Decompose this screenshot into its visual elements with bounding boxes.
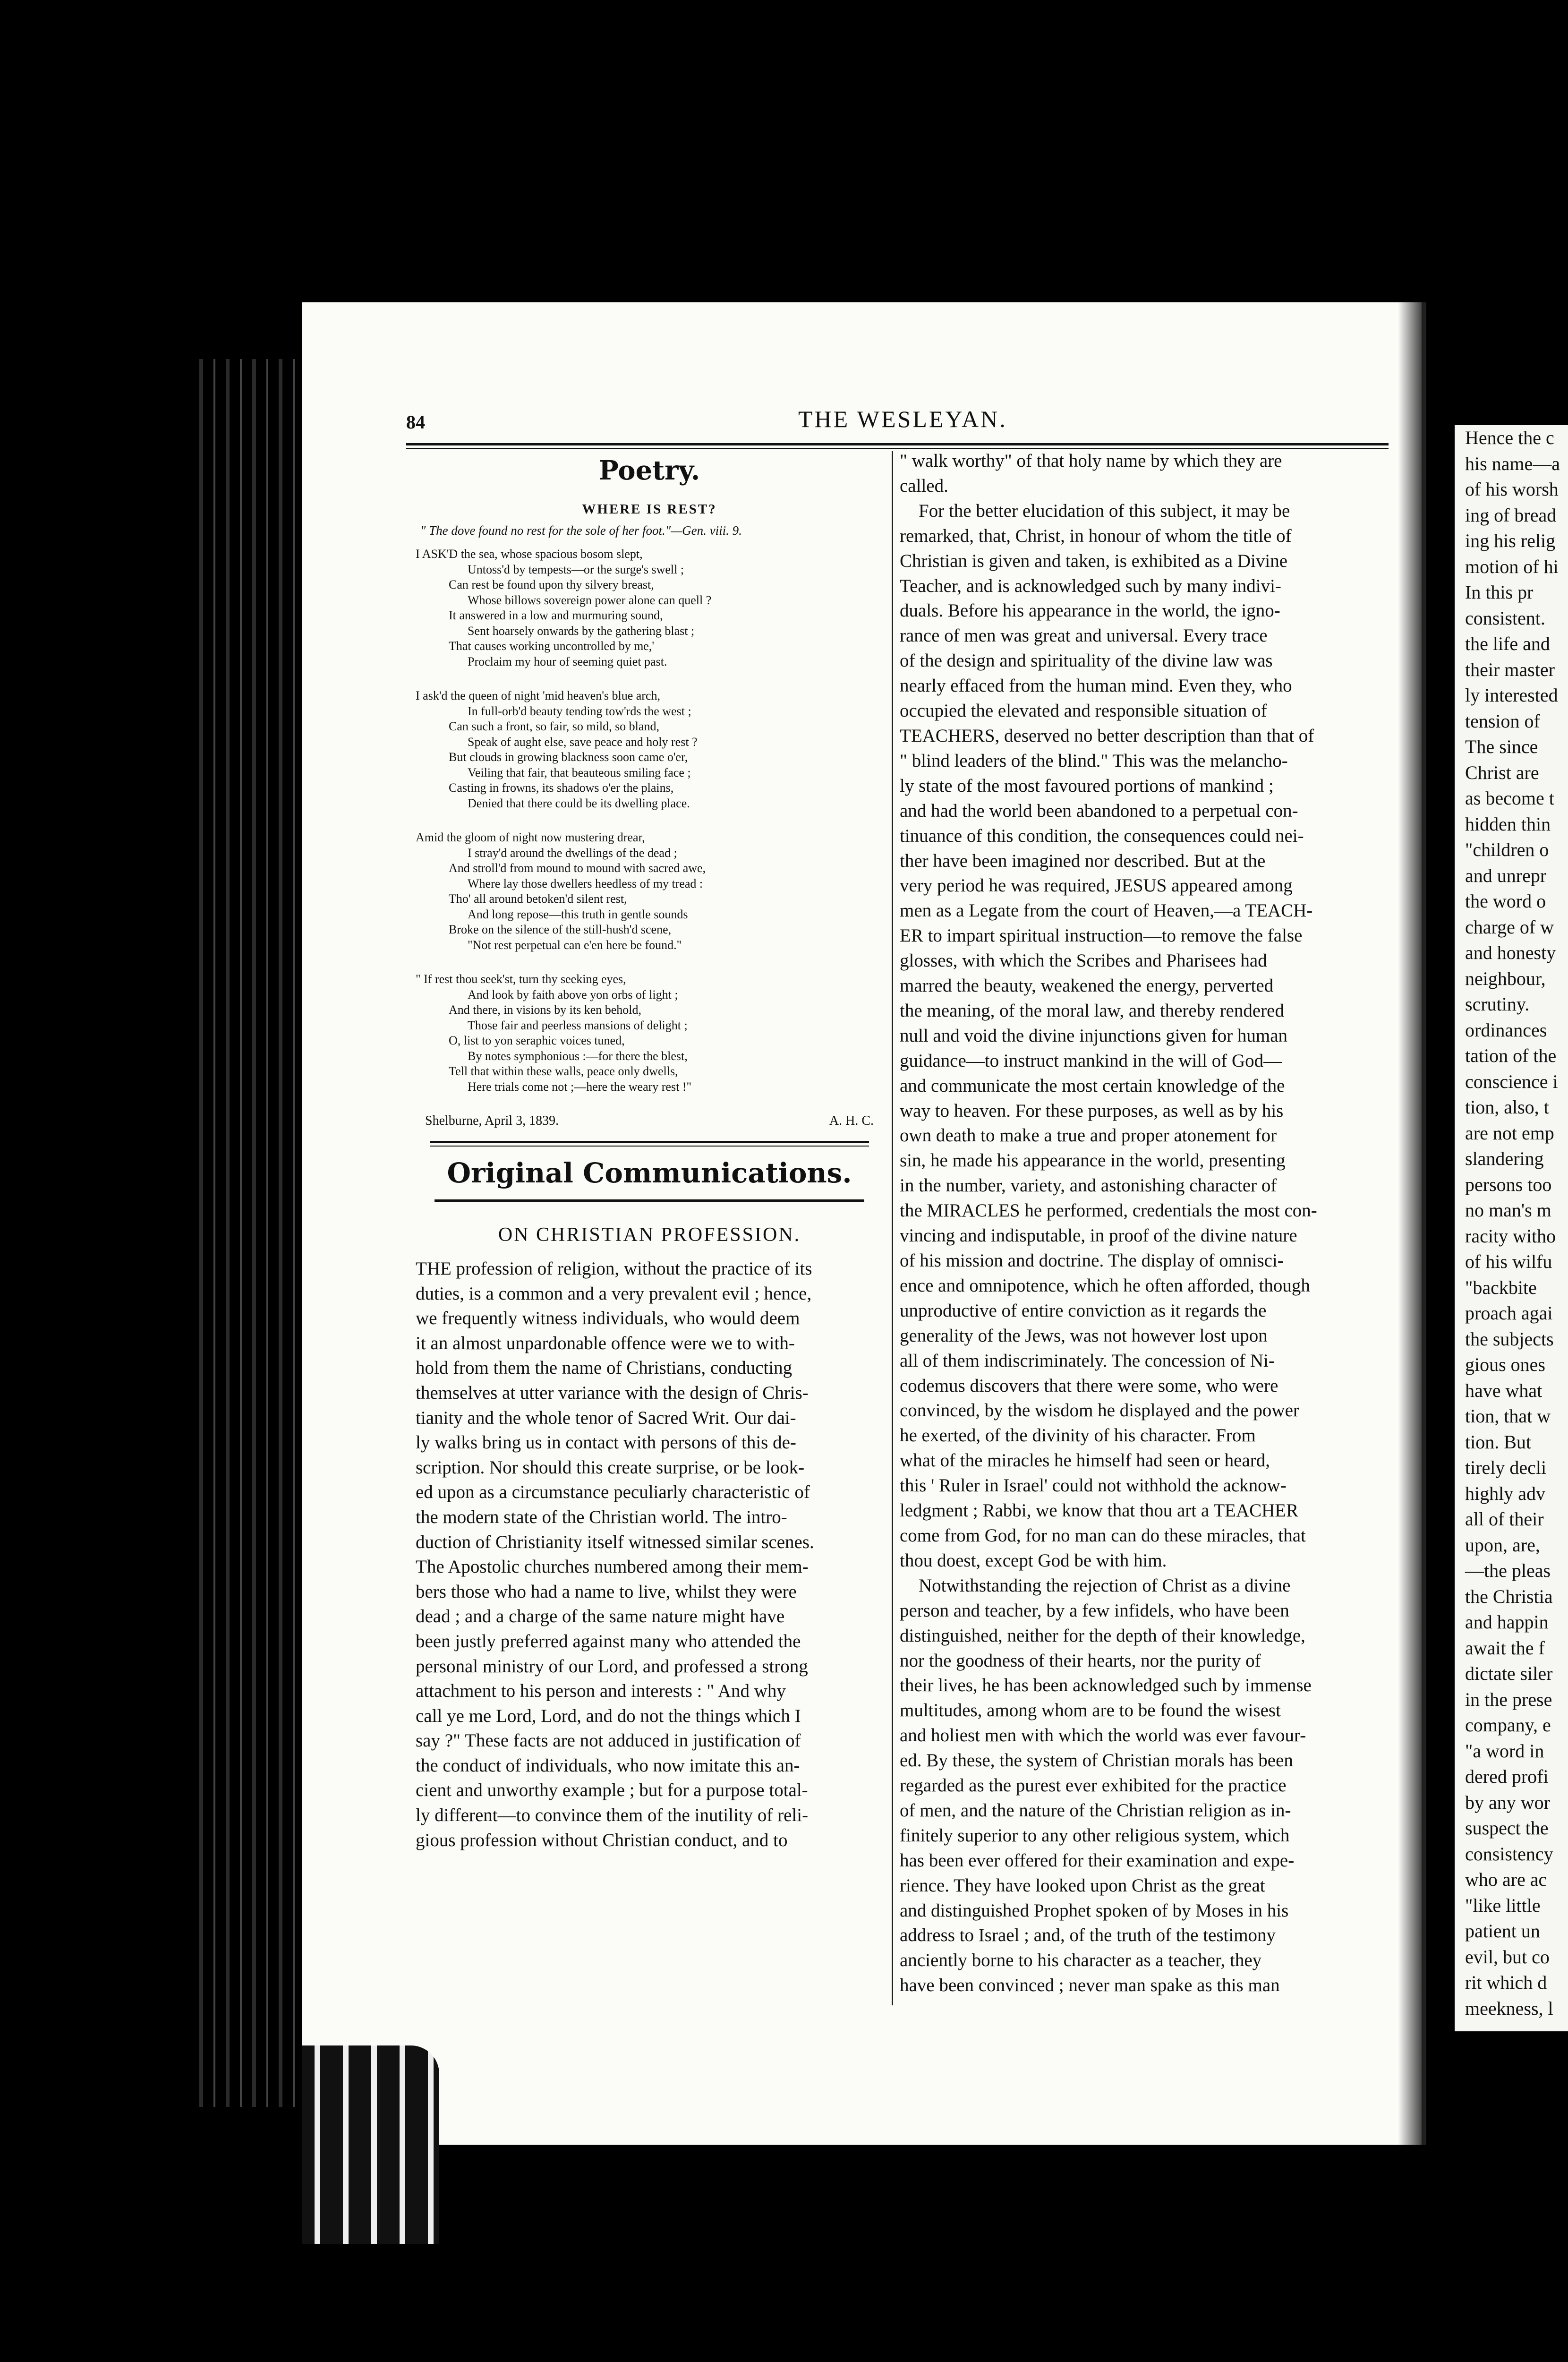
text-line: in the number, variety, and astonishing character of xyxy=(900,1175,1277,1196)
heading-rule xyxy=(435,1199,864,1202)
text-line: dead ; and a charge of the same nature might have xyxy=(416,1606,785,1627)
facing-page-line: tension of xyxy=(1465,710,1540,732)
poem-stanza xyxy=(416,830,883,953)
facing-page-line: racity witho xyxy=(1465,1225,1556,1247)
facing-page-line: consistency xyxy=(1465,1843,1553,1865)
text-line: has been ever offered for their examination and expe- xyxy=(900,1850,1295,1871)
poem-epigraph: " The dove found no rest for the sole of her foot."—Gen. viii. 9. xyxy=(420,523,742,538)
text-line: duties, is a common and a very prevalent evil ; hence, xyxy=(416,1283,812,1304)
facing-page-line: and honesty xyxy=(1465,942,1556,963)
facing-page-line: "a word in xyxy=(1465,1740,1544,1762)
text-line: thou doest, except God be with him. xyxy=(900,1550,1167,1571)
text-line: their lives, he has been acknowledged such by immense xyxy=(900,1675,1312,1696)
poem-line: And stroll'd from mound to mound with sacred awe, xyxy=(449,861,706,875)
poem-line: Whose billows sovereign power alone can quell ? xyxy=(468,593,712,607)
facing-page-line: upon, are, xyxy=(1465,1534,1540,1556)
facing-page-line: the life and xyxy=(1465,633,1550,654)
text-line: generality of the Jews, was not however lost upon xyxy=(900,1325,1268,1346)
text-line: duction of Christianity itself witnessed similar scenes. xyxy=(416,1532,814,1552)
text-line: he exerted, of the divinity of his character. From xyxy=(900,1425,1256,1446)
facing-page-line: the subjects xyxy=(1465,1328,1554,1350)
facing-page-line: await the f xyxy=(1465,1637,1545,1659)
text-line: and communicate the most certain knowledge of the xyxy=(900,1075,1285,1096)
text-line: and had the world been abandoned to a perpetual con- xyxy=(900,800,1298,821)
text-line: been justly preferred against many who attended the xyxy=(416,1631,801,1652)
signature-initials: A. H. C. xyxy=(829,1113,874,1128)
facing-page-line: of his wilfu xyxy=(1465,1251,1552,1272)
text-line: scription. Nor should this create surprise, or be look- xyxy=(416,1457,805,1478)
text-line: sin, he made his appearance in the world, presenting xyxy=(900,1150,1286,1171)
article-text-column-1 xyxy=(416,1257,883,1853)
poem-title: WHERE IS REST? xyxy=(582,502,717,517)
facing-page-line: highly adv xyxy=(1465,1482,1545,1504)
facing-page-line: and happin xyxy=(1465,1611,1549,1633)
facing-page-line: who are ac xyxy=(1465,1869,1547,1890)
facing-page-line: "children o xyxy=(1465,839,1549,860)
text-line: anciently borne to his character as a teacher, they xyxy=(900,1950,1262,1971)
facing-page-line: the Christia xyxy=(1465,1585,1553,1607)
poem-line: Can rest be found upon thy silvery breast, xyxy=(449,578,654,591)
section-rule xyxy=(430,1141,869,1147)
text-line: the conduct of individuals, who now imitate this an- xyxy=(416,1755,800,1776)
text-line: ledgment ; Rabbi, we know that thou art a TEACHER xyxy=(900,1500,1299,1521)
facing-page-line: and unrepr xyxy=(1465,864,1547,886)
facing-page-line: in the prese xyxy=(1465,1688,1552,1710)
facing-page-line: company, e xyxy=(1465,1714,1551,1736)
facing-page-line: gious ones xyxy=(1465,1354,1545,1375)
text-line: bers those who had a name to live, whilst they were xyxy=(416,1581,797,1602)
text-line: THE profession of religion, without the practice of its xyxy=(416,1258,812,1279)
facing-page-line: dered profi xyxy=(1465,1766,1549,1787)
poem-line: That causes working uncontrolled by me,' xyxy=(449,639,655,653)
communications-heading: Original Communications. xyxy=(447,1157,852,1189)
text-line: guidance—to instruct mankind in the will of God— xyxy=(900,1050,1282,1071)
poem-line: And long repose—this truth in gentle sounds xyxy=(468,907,688,921)
facing-page-line: slandering xyxy=(1465,1148,1544,1169)
facing-page-line: persons too xyxy=(1465,1173,1552,1195)
poem-line: " If rest thou seek'st, turn thy seeking eyes, xyxy=(416,972,626,986)
right-column xyxy=(900,449,1381,1998)
poem-stanza xyxy=(416,972,883,1095)
text-line: attachment to his person and interests : " And why xyxy=(416,1681,786,1702)
text-line: ence and omnipotence, which he often afforded, though xyxy=(900,1275,1310,1296)
text-line: rience. They have looked upon Christ as the great xyxy=(900,1875,1265,1896)
page-number: 84 xyxy=(406,411,425,433)
poem-line: In full-orb'd beauty tending tow'rds the west ; xyxy=(468,704,691,718)
poem-line: Casting in frowns, its shadows o'er the plains, xyxy=(449,781,674,795)
facing-page-line: "backbite xyxy=(1465,1276,1537,1298)
poem-line: Amid the gloom of night now mustering drear, xyxy=(416,830,645,844)
text-line: ER to impart spiritual instruction—to remove the false xyxy=(900,925,1303,946)
text-line: ther have been imagined nor described. But at the xyxy=(900,850,1266,871)
text-line: ly walks bring us in contact with persons of this de- xyxy=(416,1432,796,1453)
facing-page-line: as become t xyxy=(1465,787,1554,809)
text-line: glosses, with which the Scribes and Pharisees had xyxy=(900,950,1267,971)
text-line: " blind leaders of the blind." This was the melancho- xyxy=(900,750,1288,771)
facing-page-line: conscience i xyxy=(1465,1070,1558,1092)
poem-line: Broke on the silence of the still-hush'd scene, xyxy=(449,923,672,936)
poem-line: It answered in a low and murmuring sound, xyxy=(449,608,663,622)
facing-page-line: tion, that w xyxy=(1465,1405,1551,1427)
poem-signature xyxy=(416,1113,883,1129)
text-line: own death to make a true and proper atonement for xyxy=(900,1125,1277,1146)
facing-page-line: —the pleas xyxy=(1465,1560,1551,1581)
header-rule xyxy=(406,443,1389,445)
text-line: Teacher, and is acknowledged such by many indivi- xyxy=(900,575,1281,596)
text-line: nearly effaced from the human mind. Even they, who xyxy=(900,676,1292,696)
poem-line: O, list to yon seraphic voices tuned, xyxy=(449,1034,625,1047)
facing-page-line: rit which d xyxy=(1465,1972,1547,1993)
text-line: multitudes, among whom are to be found the wisest xyxy=(900,1700,1281,1721)
poem-line: But clouds in growing blackness soon came o'er, xyxy=(449,750,688,764)
text-line: this ' Ruler in Israel' could not withhold the acknow- xyxy=(900,1475,1287,1496)
facing-page-line: Christ are xyxy=(1465,762,1539,783)
text-line: regarded as the purest ever exhibited for the practice xyxy=(900,1775,1287,1796)
text-line: ly state of the most favoured portions of mankind ; xyxy=(900,775,1274,796)
text-line: finitely superior to any other religious system, which xyxy=(900,1825,1290,1846)
facing-page-line: scrutiny. xyxy=(1465,993,1530,1015)
poem-stanza xyxy=(416,547,883,669)
text-line: Notwithstanding the rejection of Christ as a divine xyxy=(919,1575,1291,1596)
article-title: ON CHRISTIAN PROFESSION. xyxy=(498,1224,801,1246)
poem-body xyxy=(416,547,883,1095)
poem-line: And look by faith above yon orbs of light ; xyxy=(468,987,678,1001)
facing-page-line: ing his relig xyxy=(1465,530,1556,551)
running-title: THE WESLEYAN. xyxy=(798,406,1007,432)
text-line: marred the beauty, weakened the energy, perverted xyxy=(900,976,1274,996)
text-line: nor the goodness of their hearts, nor the purity of xyxy=(900,1650,1261,1671)
text-line: TEACHERS, deserved no better description than that of xyxy=(900,725,1314,746)
facing-page-line: tation of the xyxy=(1465,1045,1557,1066)
page-gutter-shadow xyxy=(1398,302,1426,2145)
column-divider xyxy=(892,451,893,2005)
facing-page-line: tirely decli xyxy=(1465,1457,1547,1478)
poem-line: Proclaim my hour of seeming quiet past. xyxy=(468,654,667,668)
poem-line: I stray'd around the dwellings of the dead ; xyxy=(468,846,677,860)
text-line: null and void the divine injunctions given for human xyxy=(900,1025,1288,1046)
text-line: we frequently witness individuals, who would deem xyxy=(416,1308,800,1329)
text-line: the MIRACLES he performed, credentials the most con- xyxy=(900,1200,1317,1221)
text-line: cient and unworthy example ; but for a purpose total- xyxy=(416,1780,808,1801)
text-line: way to heaven. For these purposes, as well as by his xyxy=(900,1100,1284,1121)
facing-page-line: by any wor xyxy=(1465,1791,1550,1813)
text-line: ly different—to convince them of the inutility of reli- xyxy=(416,1805,809,1826)
facing-page-line: tion. But xyxy=(1465,1431,1532,1453)
facing-page-line: tion, also, t xyxy=(1465,1096,1549,1118)
text-line: occupied the elevated and responsible situation of xyxy=(900,701,1267,721)
facing-page-line: "like little xyxy=(1465,1894,1541,1916)
text-line: tianity and the whole tenor of Sacred Writ. Our dai- xyxy=(416,1407,796,1428)
poem-line: Where lay those dwellers heedless of my tread : xyxy=(468,876,703,890)
text-line: have been convinced ; never man spake as this man xyxy=(900,1975,1280,1996)
poem-line: Those fair and peerless mansions of delight ; xyxy=(468,1018,688,1032)
text-line: rance of men was great and universal. Every trace xyxy=(900,625,1268,646)
scan-book-edge xyxy=(189,359,307,2107)
text-line: remarked, that, Christ, in honour of whom the title of xyxy=(900,525,1292,546)
text-line: address to Israel ; and, of the truth of the testimony xyxy=(900,1925,1276,1946)
text-line: it an almost unpardonable offence were we to with- xyxy=(416,1333,795,1353)
text-line: what of the miracles he himself had seen or heard, xyxy=(900,1450,1270,1471)
poem-line: I ASK'D the sea, whose spacious bosom slept, xyxy=(416,547,643,561)
poem-stanza xyxy=(416,688,883,811)
text-line: the meaning, of the moral law, and thereby rendered xyxy=(900,1000,1284,1021)
facing-page-line: ly interested xyxy=(1465,685,1558,706)
article-text-column-2 xyxy=(900,449,1381,1998)
facing-page-line: consistent. xyxy=(1465,607,1545,629)
text-line: of his mission and doctrine. The display of omnisci- xyxy=(900,1250,1284,1271)
poem-line: And there, in visions by its ken behold, xyxy=(449,1003,642,1017)
facing-page-line: In this pr xyxy=(1465,582,1534,603)
poem-line: Veiling that fair, that beauteous smiling face ; xyxy=(468,765,691,779)
facing-page-line: no man's m xyxy=(1465,1199,1551,1221)
facing-page-line: his name—a xyxy=(1465,453,1560,474)
facing-page-line: proach agai xyxy=(1465,1302,1553,1324)
binding-clip xyxy=(302,2045,439,2244)
text-line: " walk worthy" of that holy name by which they are xyxy=(900,451,1282,471)
signature-place: Shelburne, April 3, 1839. xyxy=(425,1113,559,1128)
poem-line: Tho' all around betoken'd silent rest, xyxy=(449,892,627,906)
poem-line: By notes symphonious :—for there the blest, xyxy=(468,1049,688,1063)
text-line: come from God, for no man can do these miracles, that xyxy=(900,1525,1306,1546)
text-line: of men, and the nature of the Christian religion as in- xyxy=(900,1800,1291,1821)
facing-page-line: Hence the c xyxy=(1465,427,1554,448)
facing-page-line: suspect the xyxy=(1465,1817,1549,1839)
poem-line: Speak of aught else, save peace and holy rest ? xyxy=(468,735,698,749)
facing-page-line: ing of bread xyxy=(1465,504,1557,526)
text-line: The Apostolic churches numbered among their mem- xyxy=(416,1557,809,1577)
facing-page-line: the word o xyxy=(1465,890,1546,912)
facing-page-line: are not emp xyxy=(1465,1122,1554,1144)
poem-line: Tell that within these walls, peace only dwells, xyxy=(449,1064,678,1078)
facing-page-line: charge of w xyxy=(1465,916,1554,938)
facing-page-line: of his worsh xyxy=(1465,479,1559,500)
text-line: unproductive of entire conviction as it regards the xyxy=(900,1300,1267,1321)
facing-page-line: patient un xyxy=(1465,1920,1540,1942)
text-line: ed. By these, the system of Christian morals has been xyxy=(900,1750,1293,1771)
text-line: vincing and indisputable, in proof of the divine nature xyxy=(900,1225,1297,1246)
facing-page-line: motion of hi xyxy=(1465,556,1559,577)
facing-page-line: dictate siler xyxy=(1465,1663,1553,1684)
facing-page-line: all of their xyxy=(1465,1508,1544,1530)
text-line: and holiest men with which the world was ever favour- xyxy=(900,1725,1306,1746)
text-line: person and teacher, by a few infidels, who have been xyxy=(900,1600,1289,1621)
text-line: of the design and spirituality of the divine law was xyxy=(900,650,1273,671)
text-line: all of them indiscriminately. The concession of Ni- xyxy=(900,1350,1275,1371)
text-line: hold from them the name of Christians, conducting xyxy=(416,1358,793,1378)
text-line: gious profession without Christian conduct, and to xyxy=(416,1830,788,1850)
poem-line: Denied that there could be its dwelling place. xyxy=(468,796,690,810)
text-line: say ?" These facts are not adduced in justification of xyxy=(416,1730,801,1751)
text-line: very period he was required, JESUS appeared among xyxy=(900,875,1293,896)
left-column xyxy=(416,451,883,1853)
text-line: For the better elucidation of this subject, it may be xyxy=(919,500,1290,521)
poetry-heading: Poetry. xyxy=(598,455,700,486)
facing-page-line: meekness, l xyxy=(1465,1997,1553,2019)
text-line: ed upon as a circumstance peculiarly characteristic of xyxy=(416,1482,810,1503)
poem-line: Can such a front, so fair, so mild, so bland, xyxy=(449,719,659,733)
text-line: men as a Legate from the court of Heaven,—a TEACH- xyxy=(900,900,1313,921)
text-line: Christian is given and taken, is exhibited as a Divine xyxy=(900,550,1287,571)
text-line: duals. Before his appearance in the world, the igno- xyxy=(900,600,1280,621)
text-line: distinguished, neither for the depth of their knowledge, xyxy=(900,1625,1305,1646)
text-line: call ye me Lord, Lord, and do not the things which I xyxy=(416,1705,801,1726)
text-line: convinced, by the wisdom he displayed and the power xyxy=(900,1400,1299,1421)
text-line: codemus discovers that there were some, who were xyxy=(900,1375,1278,1396)
poem-line: Here trials come not ;—here the weary rest !" xyxy=(468,1079,692,1094)
text-line: tinuance of this condition, the consequences could nei- xyxy=(900,825,1304,846)
text-line: and distinguished Prophet spoken of by Moses in his xyxy=(900,1900,1289,1921)
facing-page-line: evil, but co xyxy=(1465,1946,1550,1968)
facing-page-line: have what xyxy=(1465,1379,1542,1401)
text-line: personal ministry of our Lord, and professed a strong xyxy=(416,1656,808,1677)
text-line: themselves at utter variance with the design of Chris- xyxy=(416,1382,809,1403)
poem-line: I ask'd the queen of night 'mid heaven's blue arch, xyxy=(416,689,661,702)
poem-line: Sent hoarsely onwards by the gathering blast ; xyxy=(468,624,695,638)
text-line: the modern state of the Christian world. The intro- xyxy=(416,1506,787,1527)
facing-page-line: their master xyxy=(1465,659,1555,680)
facing-page-line: The since xyxy=(1465,736,1538,757)
facing-page-line: hidden thin xyxy=(1465,813,1551,835)
facing-page-line: neighbour, xyxy=(1465,967,1546,989)
text-line: called. xyxy=(900,475,948,496)
poem-line: "Not rest perpetual can e'en here be found." xyxy=(468,938,682,952)
facing-page-fragment xyxy=(1455,425,1568,2031)
poem-line: Untoss'd by tempests—or the surge's swell ; xyxy=(468,562,684,576)
facing-page-line: ordinances xyxy=(1465,1019,1547,1041)
